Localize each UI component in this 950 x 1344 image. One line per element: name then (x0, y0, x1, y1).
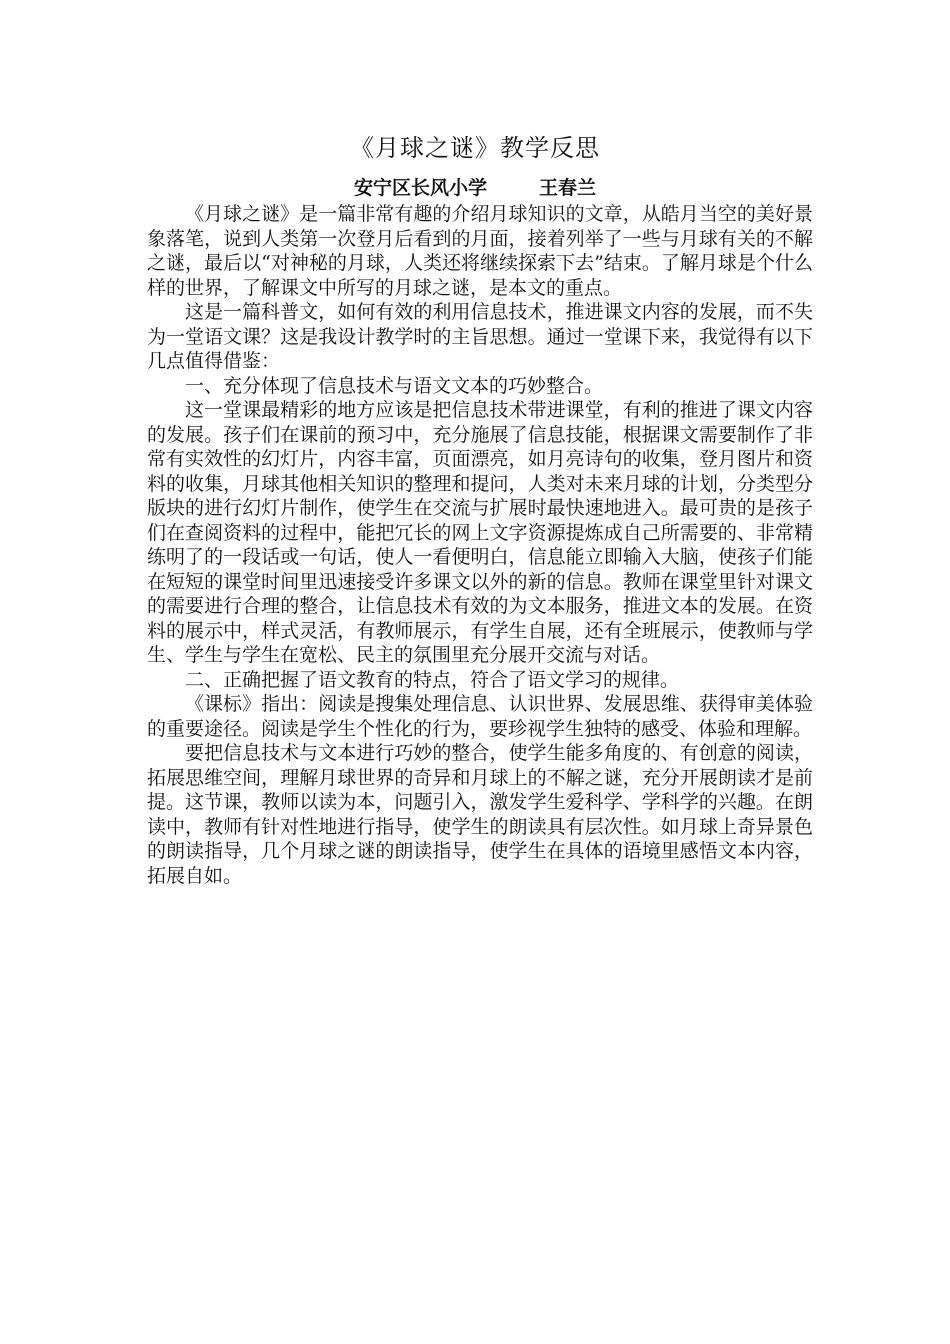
author-name: 王春兰 (539, 177, 597, 199)
document-body (147, 202, 813, 888)
paragraph-section-1: 这一堂课最精彩的地方应该是把信息技术带进课堂，有利的推进了课文内容的发展。孩子们在课前的预习中，充分施展了信息技能，根据课文需要制作了非常有实效性的幻灯片，内容丰富，页面漂亮，如月亮诗句的收集，登月图片和资料的收集，月球其他相关知识的整理和提问，人类对未来月球的计划，分类型分版块的进行幻灯片制作，使学生在交流与扩展时最快速地进入。最可贵的是孩子们在查阅资料的过程中，能把冗长的网上文字资源提炼成自己所需要的、非常精练明了的一段话或一句话，使人一看便明白，信息能立即输入大脑，使孩子们能在短短的课堂时间里迅速接受许多课文以外的新的信息。教师在课堂里针对课文的需要进行合理的整合，让信息技术有效的为文本服务，推进文本的发展。在资料的展示中，样式灵活，有教师展示，有学生自展，还有全班展示，使教师与学生、学生与学生在宽松、民主的氛围里充分展开交流与对话。 (147, 399, 813, 666)
section-heading-2: 二、正确把握了语文教育的特点，符合了语文学习的规律。 (185, 668, 680, 691)
author-byline (0, 175, 950, 201)
paragraph-intro: 《月球之谜》是一篇非常有趣的介绍月球知识的文章，从皓月当空的美好景象落笔，说到人类第一次登月后看到的月面，接着列举了一些与月球有关的不解之谜，最后以“对神秘的月球，人类还将继续探索下去”结束。了解月球是个什么样的世界，了解课文中所写的月球之谜，是本文的重点。 (147, 203, 813, 299)
document-title: 《月球之谜》教学反思 (350, 134, 600, 162)
paragraph-section-2: 要把信息技术与文本进行巧妙的整合，使学生能多角度的、有创意的阅读，拓展思维空间，理解月球世界的奇异和月球上的不解之谜，充分开展朗读才是前提。这节课，教师以读为本，问题引入，激发学生爱科学、学科学的兴趣。在朗读中，教师有针对性地进行指导，使学生的朗读具有层次性。如月球上奇异景色的朗读指导，几个月球之谜的朗读指导，使学生在具体的语境里感悟文本内容，拓展自如。 (147, 742, 813, 887)
paragraph-curriculum-quote: 《课标》指出：阅读是搜集处理信息、认识世界、发展思维、获得审美体验的重要途径。阅读是学生个性化的行为，要珍视学生独特的感受、体验和理解。 (147, 693, 813, 740)
school-name: 安宁区长风小学 (353, 177, 487, 199)
section-heading-1: 一、充分体现了信息技术与语文文本的巧妙整合。 (185, 374, 604, 397)
paragraph-overview: 这是一篇科普文，如何有效的利用信息技术，推进课文内容的发展，而不失为一堂语文课？这是我设计教学时的主旨思想。通过一堂课下来，我觉得有以下几点值得借鉴： (147, 301, 813, 372)
